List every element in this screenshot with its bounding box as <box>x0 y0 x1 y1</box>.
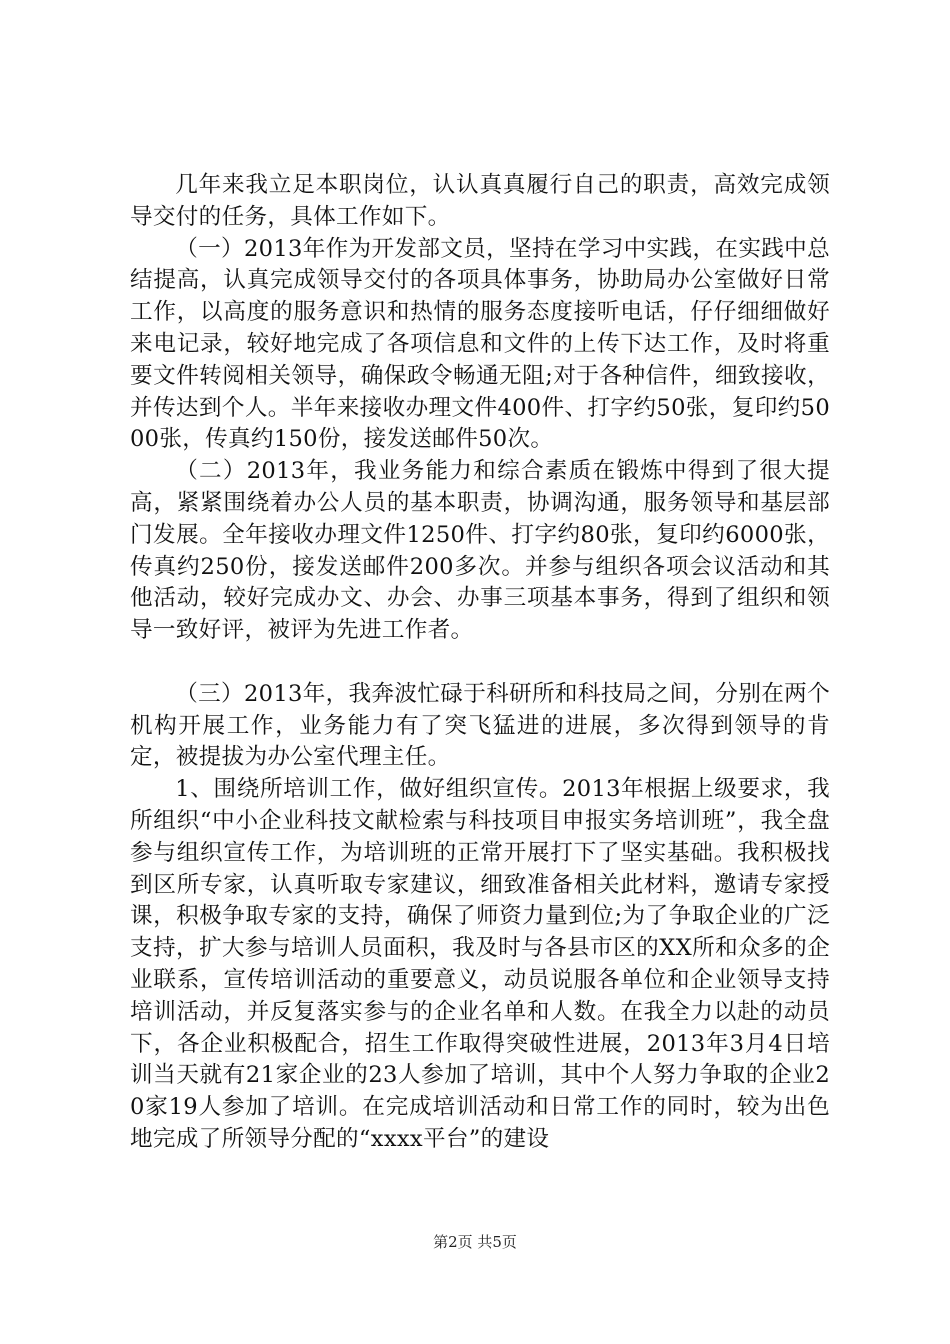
paragraph-section-1: （一）2013年作为开发部文员，坚持在学习中实践，在实践中总结提高，认真完成领导交付的各项具体事务，协助局办公室做好日常工作，以高度的服务意识和热情的服务态度接听电话，仔仔细细做好来电记录，较好地完成了各项信息和文件的上传下达工作，及时将重要文件转阅相关领导，确保政令畅通无阻;对于各种信件，细致接收，并传达到个人。半年来接收办理文件400件、打字约50张，复印约5000张，传真约150份，接发送邮件50次。 <box>130 235 830 453</box>
paragraph-item-1: 1、围绕所培训工作，做好组织宣传。2013年根据上级要求，我所组织“中小企业科技文献检索与科技项目申报实务培训班”，我全盘参与组织宣传工作，为培训班的正常开展打下了坚实基础。我积极找到区所专家，认真听取专家建议，细致准备相关此材料，邀请专家授课，积极争取专家的支持，确保了师资力量到位;为了争取企业的广泛支持，扩大参与培训人员面积，我及时与各县市区的XX所和众多的企业联系，宣传培训活动的重要意义，动员说服各单位和企业领导支持培训活动，并反复落实参与的企业名单和人数。在我全力以赴的动员下，各企业积极配合，招生工作取得突破性进展，2013年3月4日培训当天就有21家企业的23人参加了培训，其中个人努力争取的企业20家19人参加了培训。在完成培训活动和日常工作的同时，较为出色地完成了所领导分配的“xxxx平台”的建设 <box>130 776 831 1152</box>
document-body <box>130 170 830 1156</box>
page-footer: 第2页 共5页 <box>433 1233 517 1251</box>
paragraph-section-3: （三）2013年，我奔波忙碌于科研所和科技局之间，分别在两个机构开展工作，业务能力有了突飞猛进的进展，多次得到领导的肯定，被提拔为办公室代理主任。 <box>130 680 830 771</box>
paragraph-intro: 几年来我立足本职岗位，认认真真履行自己的职责，高效完成领导交付的任务，具体工作如下。 <box>130 172 830 230</box>
paragraph-section-2: （二）2013年，我业务能力和综合素质在锻炼中得到了很大提高，紧紧围绕着办公人员的基本职责，协调沟通，服务领导和基层部门发展。全年接收办理文件1250件、打字约80张，复印约6000张，传真约250份，接发送邮件200多次。并参与组织各项会议活动和其他活动，较好完成办文、办会、办事三项基本事务，得到了组织和领导一致好评，被评为先进工作者。 <box>130 458 830 644</box>
